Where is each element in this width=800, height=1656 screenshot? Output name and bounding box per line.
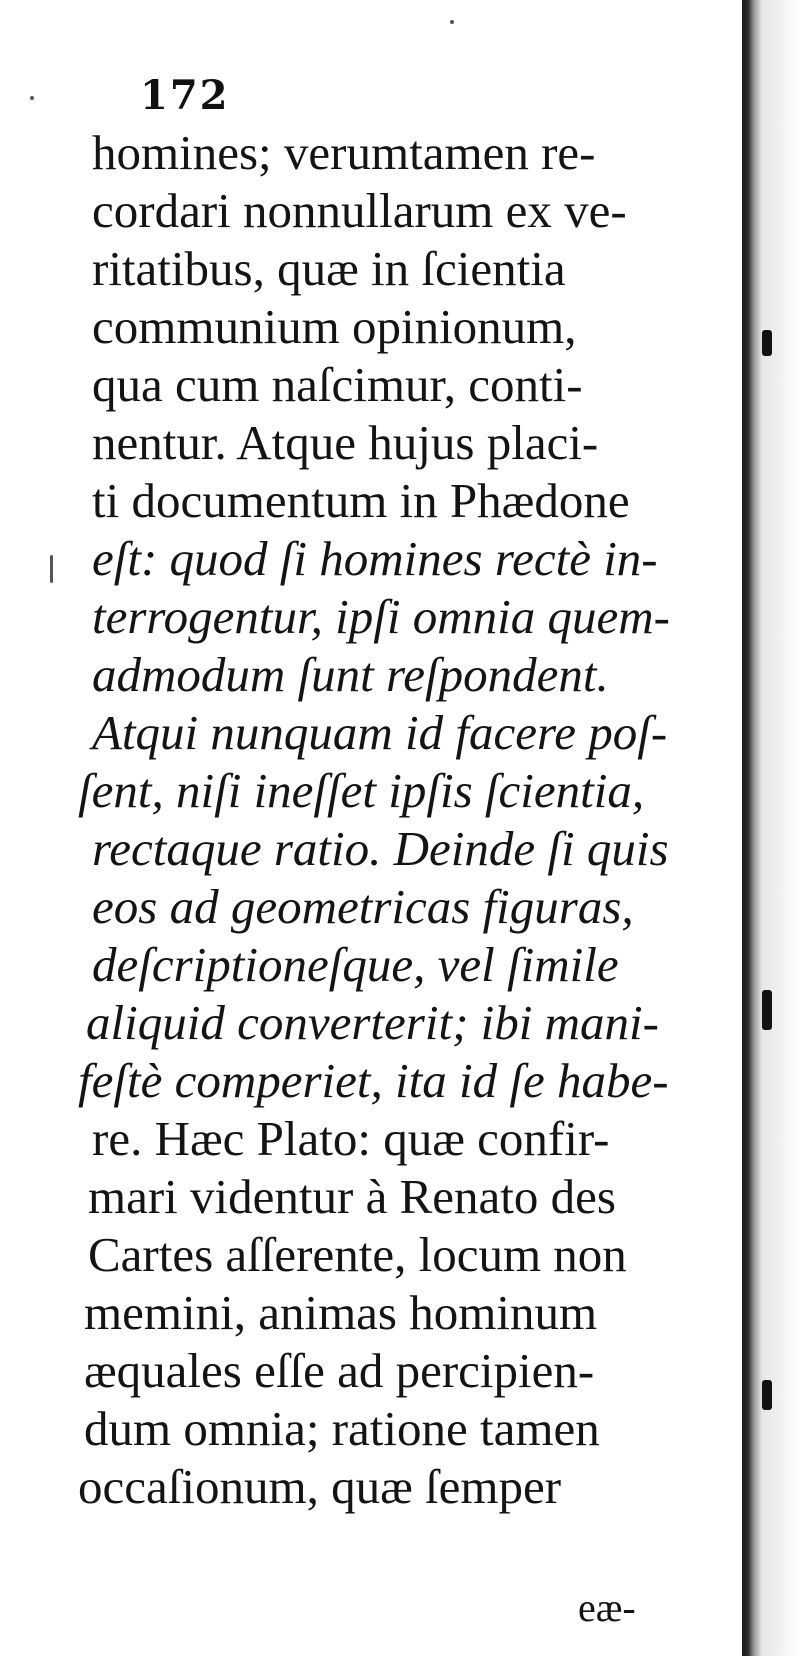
text-line: cordari nonnullarum ex ve-: [92, 183, 627, 238]
text-line: ritatibus, quæ in ſcientia: [92, 241, 566, 296]
text-line: re. Hæc Plato: quæ confir-: [92, 1111, 610, 1166]
catchword: eæ-: [578, 1585, 636, 1630]
text-line: ſent, niſi ineſſet ipſis ſcientia,: [78, 763, 645, 818]
text-line: deſcriptioneſque, vel ſimile: [92, 937, 619, 992]
text-line: mari videntur à Renato des: [88, 1169, 616, 1224]
paper-speck: [450, 20, 454, 24]
paper-speck: [50, 555, 53, 583]
page-edge-mark: [762, 990, 772, 1030]
page-edge-mark: [762, 1380, 772, 1410]
text-line: eos ad geometricas figuras,: [92, 879, 634, 934]
text-line: nentur. Atque hujus placi-: [92, 415, 599, 470]
text-line: admodum ſunt reſpondent.: [92, 647, 609, 702]
text-line: homines; verumtamen re-: [92, 125, 596, 180]
text-line: æquales eſſe ad percipien-: [84, 1343, 595, 1398]
page-edge-mark: [762, 330, 772, 356]
text-line: feſtè comperiet, ita id ſe habe-: [78, 1053, 669, 1108]
text-line: communium opinionum,: [92, 299, 577, 354]
text-line: terrogentur, ipſi omnia quem-: [92, 589, 670, 644]
text-line: aliquid converterit; ibi mani-: [86, 995, 659, 1050]
text-line: occaſionum, quæ ſemper: [78, 1459, 562, 1514]
text-line: Cartes aſſerente, locum non: [88, 1227, 627, 1282]
text-line: Atqui nunquam id facere poſ-: [92, 705, 668, 760]
paper-speck: [30, 96, 34, 100]
text-line: memini, animas hominum: [84, 1285, 598, 1340]
text-line: eſt: quod ſi homines rectè in-: [92, 531, 658, 586]
text-line: rectaque ratio. Deinde ſi quis: [92, 821, 669, 876]
page-number: 172: [140, 72, 230, 119]
text-line: qua cum naſcimur, conti-: [92, 357, 583, 412]
text-line: ti documentum in Phædone: [92, 473, 630, 528]
text-line: dum omnia; ratione tamen: [84, 1401, 600, 1456]
